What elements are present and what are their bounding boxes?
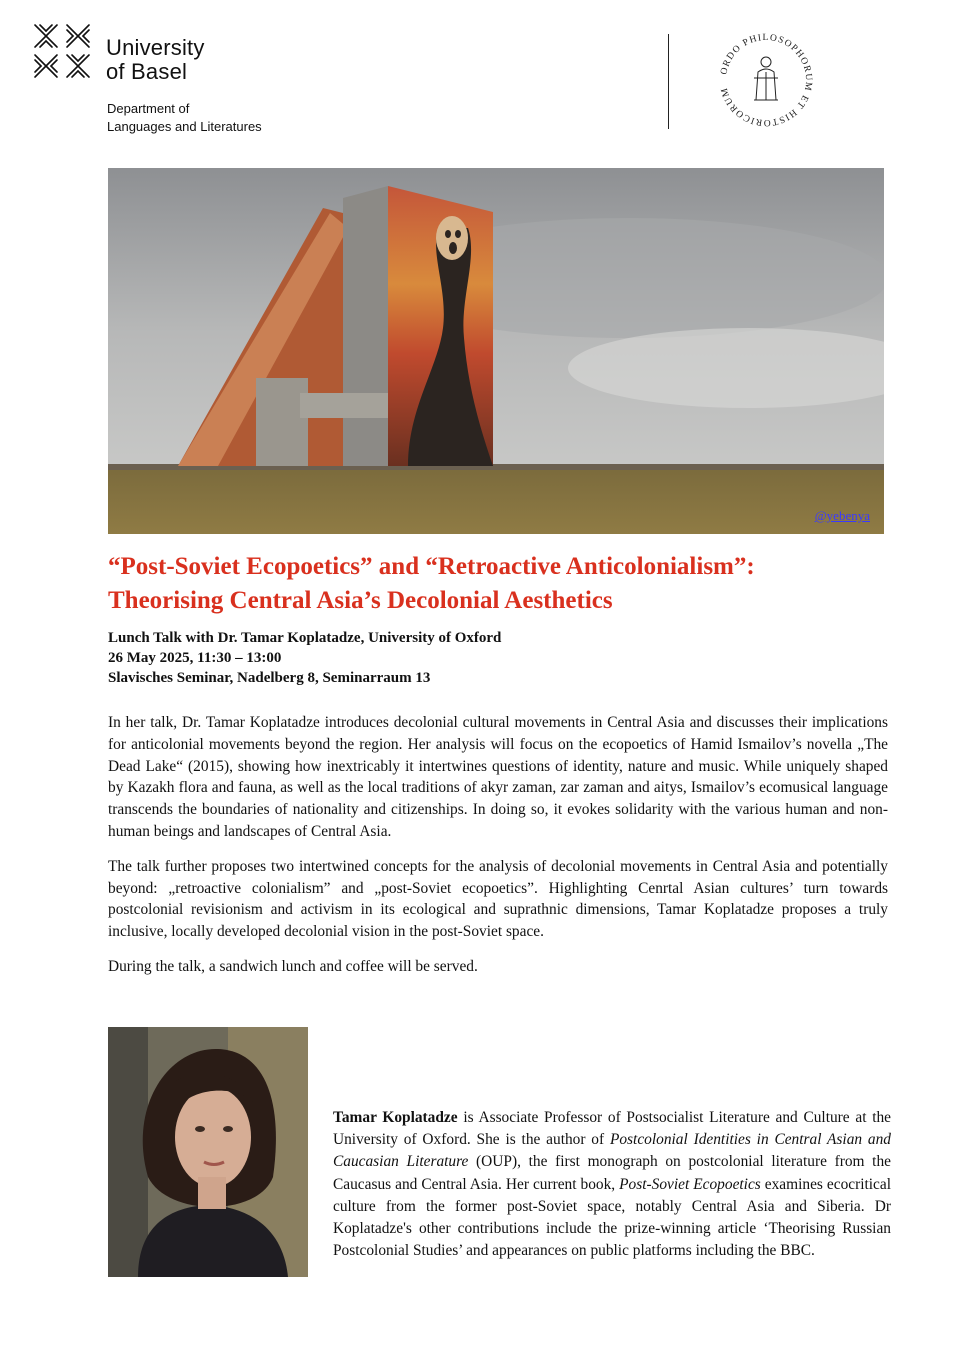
description-paragraph-1: In her talk, Dr. Tamar Koplatadze introduces decolonial cultural movements in Central Asia and discusses their implications for anticolonial movements beyond the region. Her analysis will focus on the ecopoetics of Hamid Ismailov’s novella „The Dead Lake“ (2015), showing how inextricably it intertwines questions of identity, nature and music. While uniquely shaped by Kazakh flora and fauna, as well as the local traditions of akyr zaman, zar zaman and aitys, Ismailov’s ecomusical language transcends the boundaries of nationality and citizenships. In doing so, it evokes solidarity with the various human and non-human beings and landscapes of Central Asia.: [108, 714, 888, 840]
speaker-name: Tamar Koplatadze: [333, 1109, 458, 1126]
university-name-line1: University: [106, 35, 205, 60]
bio-text-1: is Associate Professor of Postsocialist Literature and Culture at the University of Oxford. She is the author of: [333, 1109, 891, 1149]
seal-text: ORDO PHILOSOPHORUM ET HISTORICORUM: [719, 32, 814, 128]
event-title-line2: Theorising Central Asia’s Decolonial Aesthetics: [108, 587, 613, 614]
university-name-line2: of Basel: [106, 59, 188, 84]
hero-image: [108, 168, 884, 534]
department-line2: Languages and Literatures: [107, 119, 262, 134]
university-logo-icon: [30, 20, 94, 82]
description-paragraph-3: During the talk, a sandwich lunch and coffee will be served.: [108, 957, 478, 975]
speaker-portrait: [108, 1027, 308, 1277]
bio-book-2: Post-Soviet Ecopoetics: [619, 1175, 761, 1193]
event-description: [108, 712, 888, 991]
bio-book-1: Postcolonial Identities in Central Asian and Caucasian Literature: [333, 1131, 891, 1171]
talk-line: Lunch Talk with Dr. Tamar Koplatadze, University of Oxford: [108, 630, 502, 646]
photo-credit-link[interactable]: @yebenya: [814, 508, 870, 523]
header: [0, 0, 960, 150]
location-line: Slavisches Seminar, Nadelberg 8, Seminarraum 13: [108, 670, 431, 686]
hero-photo: [108, 168, 884, 534]
speaker-bio: [333, 1107, 891, 1262]
event-title-line1: “Post-Soviet Ecopoetics” and “Retroactive Anticolonialism”:: [108, 553, 755, 580]
bio-text-3: examines ecocritical culture from the former post-Soviet space, notably Central Asia and Siberia. Dr Koplatadze's other contributions include the prize-winning article ‘Theorising Russian Postcolonial Studies’ and appearances on public platforms including the BBC.: [333, 1175, 891, 1260]
event-title: [108, 550, 908, 618]
date-line: 26 May 2025, 11:30 – 13:00: [108, 650, 282, 666]
faculty-seal-icon: [714, 28, 818, 132]
department-line1: Department of: [107, 101, 190, 116]
description-paragraph-2: The talk further proposes two intertwined concepts for the analysis of decolonial movements in Central Asia and potentially beyond: „retroactive colonialism” and „post-Soviet ecopoetics”. Highlighting Cenrtal Asian cultures’ turn towards postcolonial revisionism and activism in its ecological and suprathnic dimensions, Tamar Koplatadze proposes a truly inclusive, locally developed decolonial vision in the post-Soviet space.: [108, 857, 888, 941]
event-details: [108, 628, 908, 688]
university-name: [106, 36, 205, 84]
speaker-photo: [108, 1027, 308, 1277]
bio-text-2: (OUP), the first monograph on postcolonial literature from the Caucasus and Central Asia. Her current book,: [333, 1153, 891, 1193]
department-name: [107, 100, 262, 136]
header-divider: [668, 34, 669, 129]
